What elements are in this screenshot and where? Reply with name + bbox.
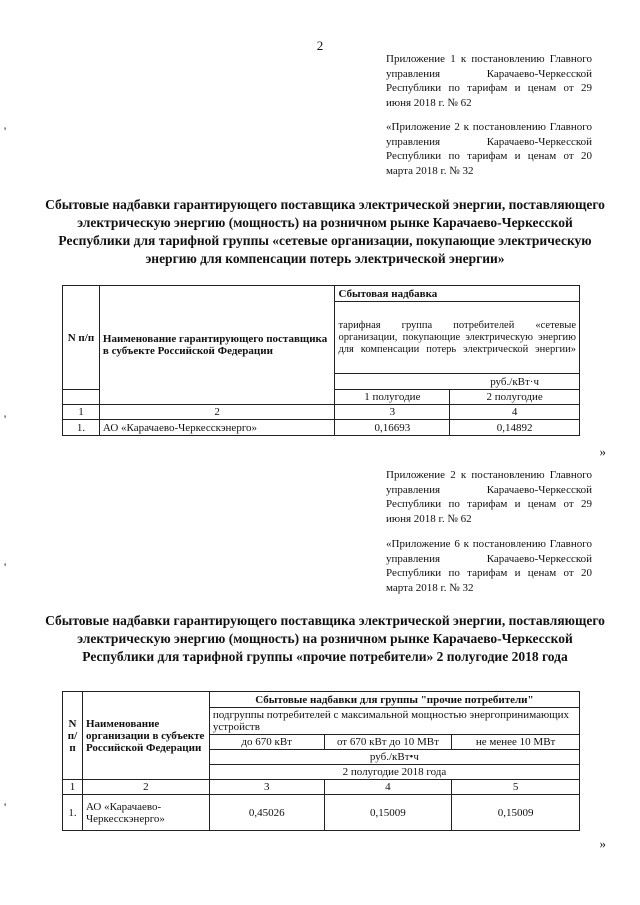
- row-number: 1.: [63, 420, 100, 436]
- table-row: [63, 795, 580, 831]
- table-row: [63, 420, 580, 436]
- index-cell: 3: [335, 405, 450, 420]
- organization-name: АО «Карачаево-Черкесскэнерго»: [82, 795, 209, 831]
- index-cell: 4: [324, 780, 452, 795]
- closing-quote: »: [599, 836, 606, 851]
- value-half-2: 0,14892: [450, 420, 580, 436]
- value-half-1: 0,16693: [335, 420, 450, 436]
- margin-mark: ': [4, 560, 7, 574]
- subgroup-3-header: не менее 10 МВт: [452, 735, 580, 750]
- col-name-header: Наименование организации в субъекте Российской Федерации: [82, 692, 209, 780]
- col-markup-header: Сбытовая надбавка: [335, 286, 580, 302]
- col-subgroups-header: подгруппы потребителей с максимальной мощностью энергопринимающих устройств: [209, 708, 579, 735]
- half-2-header: 2 полугодие: [450, 390, 580, 405]
- index-cell: 2: [99, 405, 335, 420]
- col-num-header: N п/п: [63, 692, 83, 780]
- annex-1-original-reference: «Приложение 2 к постановлению Главного управления Карачаево-Черкесской Республики по тарифам и ценам от 20 марта 2018 г. № 32: [386, 121, 592, 177]
- section-1-table: [62, 285, 580, 436]
- col-num-header: N п/п: [63, 286, 100, 390]
- margin-mark: ': [4, 800, 7, 814]
- supplier-name: АО «Карачаево-Черкесскэнерго»: [99, 420, 335, 436]
- index-cell: 1: [63, 405, 100, 420]
- annex-1-reference: Приложение 1 к постановлению Главного управления Карачаево-Черкесской Республики по тарифам и ценам от 29 июня 2018 г. № 62: [386, 53, 592, 109]
- index-cell: 5: [452, 780, 580, 795]
- section-1-title: Сбытовые надбавки гарантирующего поставщика электрической энергии, поставляющего электрическую энергию (мощность) на розничном рынке Карачаево-Черкесской Республики для тарифной группы «сетевые организации, покупающие электрическую энергию для компенсации потерь электрической энергии»: [45, 197, 605, 266]
- col-markup-header: Сбытовые надбавки для группы "прочие потребители": [209, 692, 579, 708]
- col-name-header: Наименование гарантирующего поставщика в субъекте Российской Федерации: [99, 286, 335, 405]
- half-1-header: 1 полугодие: [335, 390, 450, 405]
- value-subgroup-3: 0,15009: [452, 795, 580, 831]
- section-2-title: Сбытовые надбавки гарантирующего поставщика электрической энергии, поставляющего электрическую энергию (мощность) на розничном рынке Карачаево-Черкесской Республики для тарифной группы «прочие потребители» 2 полугодие 2018 года: [45, 613, 605, 664]
- subgroup-1-header: до 670 кВт: [209, 735, 324, 750]
- period-header: 2 полугодие 2018 года: [209, 765, 579, 780]
- margin-mark: ': [4, 124, 7, 138]
- subgroup-2-header: от 670 кВт до 10 МВт: [324, 735, 452, 750]
- value-subgroup-1: 0,45026: [209, 795, 324, 831]
- index-cell: 2: [82, 780, 209, 795]
- annex-2-reference: Приложение 2 к постановлению Главного управления Карачаево-Черкесской Республики по тарифам и ценам от 29 июня 2018 г. № 62: [386, 469, 592, 525]
- index-cell: 3: [209, 780, 324, 795]
- index-cell: 4: [450, 405, 580, 420]
- unit-header: руб./кВт•ч: [209, 750, 579, 765]
- row-number: 1.: [63, 795, 83, 831]
- closing-quote: »: [599, 444, 606, 459]
- section-2-table: [62, 691, 580, 831]
- page-number: 2: [316, 38, 324, 53]
- index-cell: 1: [63, 780, 83, 795]
- value-subgroup-2: 0,15009: [324, 795, 452, 831]
- unit-header: руб./кВт·ч: [335, 374, 580, 390]
- annex-2-original-reference: «Приложение 6 к постановлению Главного управления Карачаево-Черкесской Республики по тарифам и ценам от 20 марта 2018 г. № 32: [386, 538, 592, 594]
- margin-mark: ': [4, 412, 7, 426]
- col-group-header: тарифная группа потребителей «сетевые организации, покупающие электрическую энергию для компенсации потерь электрической энергии»: [335, 302, 580, 374]
